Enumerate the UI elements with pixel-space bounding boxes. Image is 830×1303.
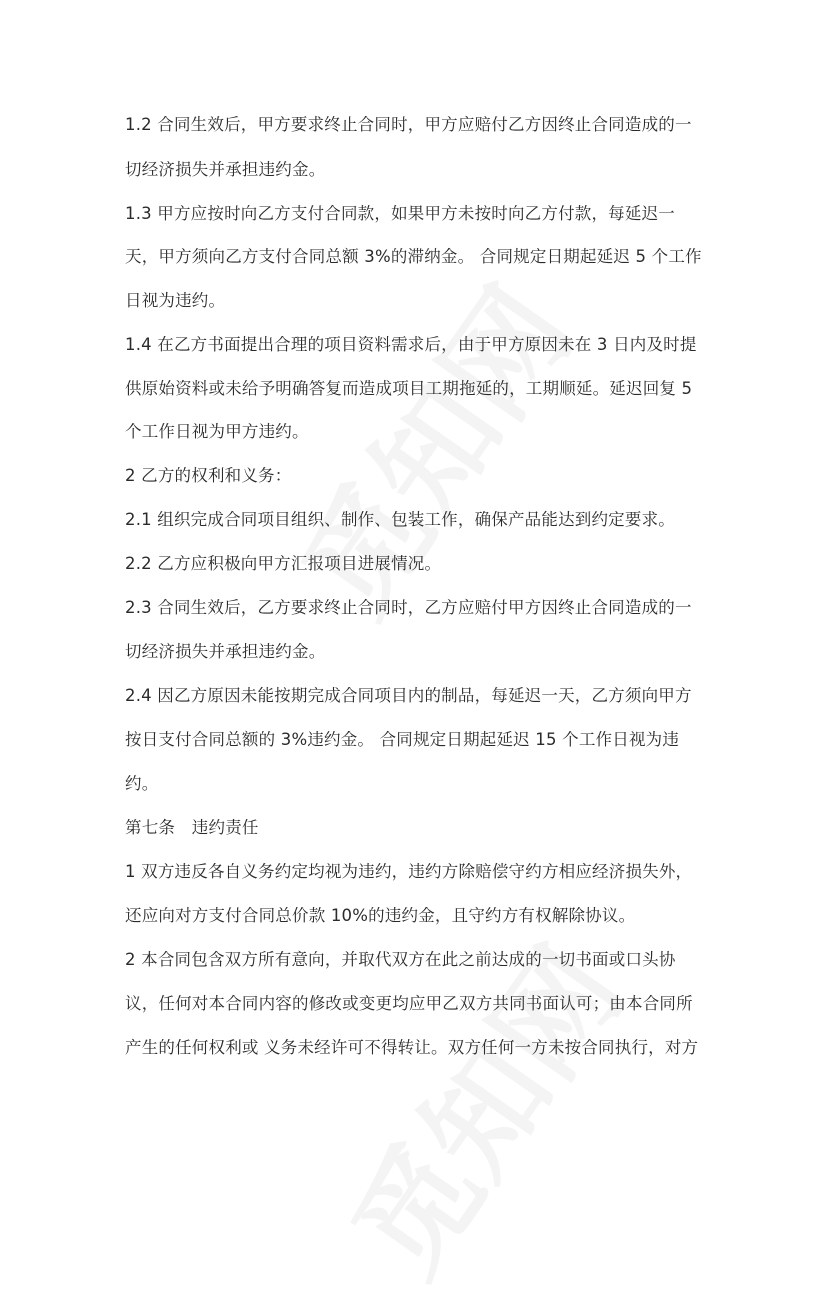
- text-line: 切经济损失并承担违约金。: [125, 160, 326, 179]
- section-heading: 第七条 违约责任: [125, 818, 259, 837]
- text-line: 1 双方违反各自义务约定均视为违约，违约方除赔偿守约方相应经济损失外，: [125, 862, 693, 881]
- text-line: 按日支付合同总额的 3%违约金。 合同规定日期起延迟 15 个工作日视为违: [125, 730, 680, 749]
- text-line: 2.3 合同生效后，乙方要求终止合同时，乙方应赔付甲方因终止合同造成的一: [125, 598, 692, 617]
- text-line: 2.4 因乙方原因未能按期完成合同项目内的制品，每延迟一天，乙方须向甲方: [125, 686, 692, 705]
- watermark: [256, 249, 603, 643]
- text-line: 个工作日视为甲方违约。: [125, 422, 309, 441]
- text-line: 1.4 在乙方书面提出合理的项目资料需求后，由于甲方原因未在 3 日内及时提: [125, 335, 697, 354]
- text-line: 日视为违约。: [125, 291, 226, 310]
- text-line: 切经济损失并承担违约金。: [125, 642, 326, 661]
- text-line: 2 本合同包含双方所有意向，并取代双方在此之前达成的一切书面或口头协: [125, 950, 676, 969]
- text-line: 天，甲方须向乙方支付合同总额 3%的滞纳金。 合同规定日期起延迟 5 个工作: [125, 247, 702, 266]
- text-line: 1.3 甲方应按时向乙方支付合同款，如果甲方未按时向乙方付款，每延迟一: [125, 204, 675, 223]
- text-line: 1.2 合同生效后，甲方要求终止合同时，甲方应赔付乙方因终止合同造成的一: [125, 115, 692, 134]
- text-line: 还应向对方支付合同总价款 10%的违约金，且守约方有权解除协议。: [125, 906, 636, 925]
- text-line: 2.2 乙方应积极向甲方汇报项目进展情况。: [125, 554, 442, 573]
- text-line: 2.1 组织完成合同项目组织、制作、包装工作，确保产品能达到约定要求。: [125, 510, 675, 529]
- text-line: 供原始资料或未给予明确答复而造成项目工期拖延的，工期顺延。延迟回复 5: [125, 379, 693, 398]
- text-line: 产生的任何权利或 义务未经许可不得转让。双方任何一方未按合同执行，对方: [125, 1038, 699, 1057]
- text-line: 2 乙方的权利和义务：: [125, 466, 292, 485]
- text-line: 约。: [125, 774, 159, 793]
- text-line: 议，任何对本合同内容的修改或变更均应甲乙双方共同书面认可；由本合同所: [125, 994, 693, 1013]
